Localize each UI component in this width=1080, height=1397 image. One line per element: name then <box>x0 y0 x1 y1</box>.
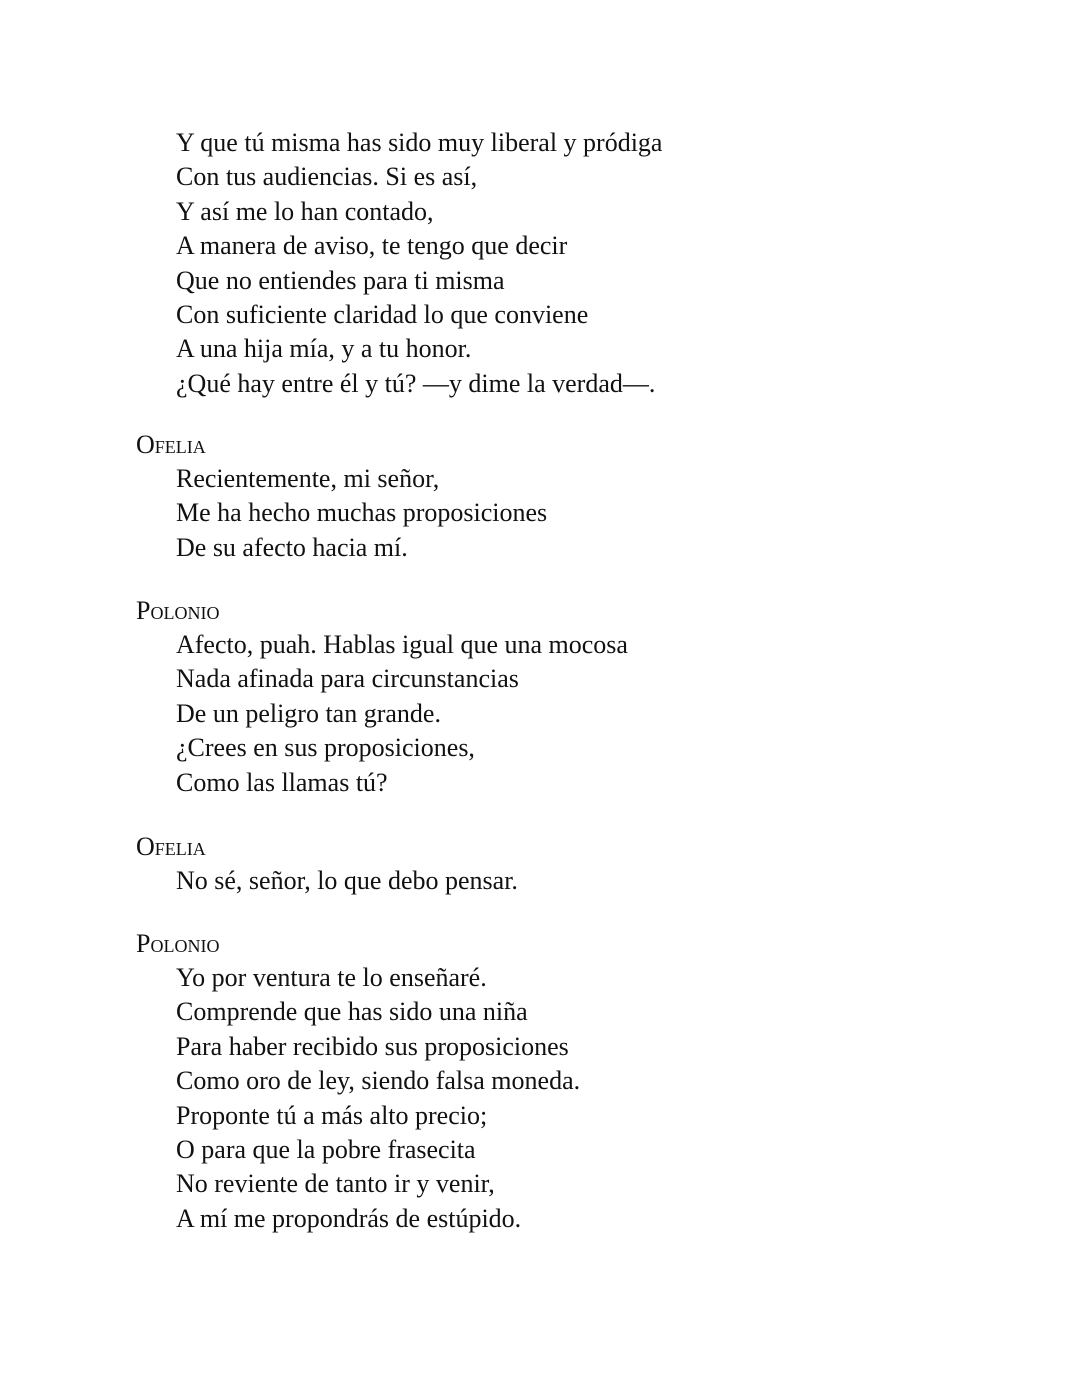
verse-line: A mí me propondrás de estúpido. <box>176 1203 522 1233</box>
speech-ofelia-2 <box>136 832 518 898</box>
verse-line: No reviente de tanto ir y venir, <box>176 1169 495 1199</box>
verse-line: ¿Qué hay entre él y tú? —y dime la verdad—. <box>176 368 656 398</box>
speech-verses <box>176 462 547 565</box>
verse-line: No sé, señor, lo que debo pensar. <box>176 866 518 895</box>
verse-line: Como oro de ley, siendo falsa moneda. <box>176 1066 581 1096</box>
verse-line: ¿Crees en sus proposiciones, <box>176 733 475 763</box>
verse-line: Recientemente, mi señor, <box>176 464 440 493</box>
verse-line: De su afecto hacia mí. <box>176 532 408 562</box>
verse-line: Yo por ventura te lo enseñaré. <box>176 963 487 992</box>
verse-line: Afecto, puah. Hablas igual que una mocosa <box>176 630 628 659</box>
speech-polonio-2 <box>136 929 580 1236</box>
speech-polonio-1 <box>136 596 628 800</box>
speaker-name: Polonio <box>136 596 220 625</box>
verse-line: Nada afinada para circunstancias <box>176 664 519 694</box>
speech-verses <box>176 864 518 898</box>
speaker-name: Ofelia <box>136 430 206 459</box>
verse-line: Como las llamas tú? <box>176 767 388 797</box>
verse-line: A una hija mía, y a tu honor. <box>176 334 472 364</box>
speaker-name: Ofelia <box>136 832 206 861</box>
verse-line: Que no entiendes para ti misma <box>176 265 505 295</box>
verse-line: A manera de aviso, te tengo que decir <box>176 231 568 261</box>
verse-line: Y así me lo han contado, <box>176 196 434 226</box>
speech-verses <box>176 961 580 1236</box>
verse-line: Con tus audiencias. Si es así, <box>176 162 478 192</box>
verse-line: Con suficiente claridad lo que conviene <box>176 300 589 330</box>
verse-line: Me ha hecho muchas proposiciones <box>176 498 548 528</box>
verse-line: O para que la pobre frasecita <box>176 1135 476 1165</box>
verse-line: Para haber recibido sus proposiciones <box>176 1031 569 1061</box>
speech-ofelia-1 <box>136 430 547 565</box>
verse-line: Proponte tú a más alto precio; <box>176 1100 488 1130</box>
verse-line: Comprende que has sido una niña <box>176 997 528 1027</box>
verse-line: De un peligro tan grande. <box>176 698 441 728</box>
speaker-name: Polonio <box>136 929 220 958</box>
speech-verses <box>176 628 628 800</box>
verse-line: Y que tú misma has sido muy liberal y pródiga <box>176 128 663 157</box>
opening-verse-block <box>176 126 662 401</box>
